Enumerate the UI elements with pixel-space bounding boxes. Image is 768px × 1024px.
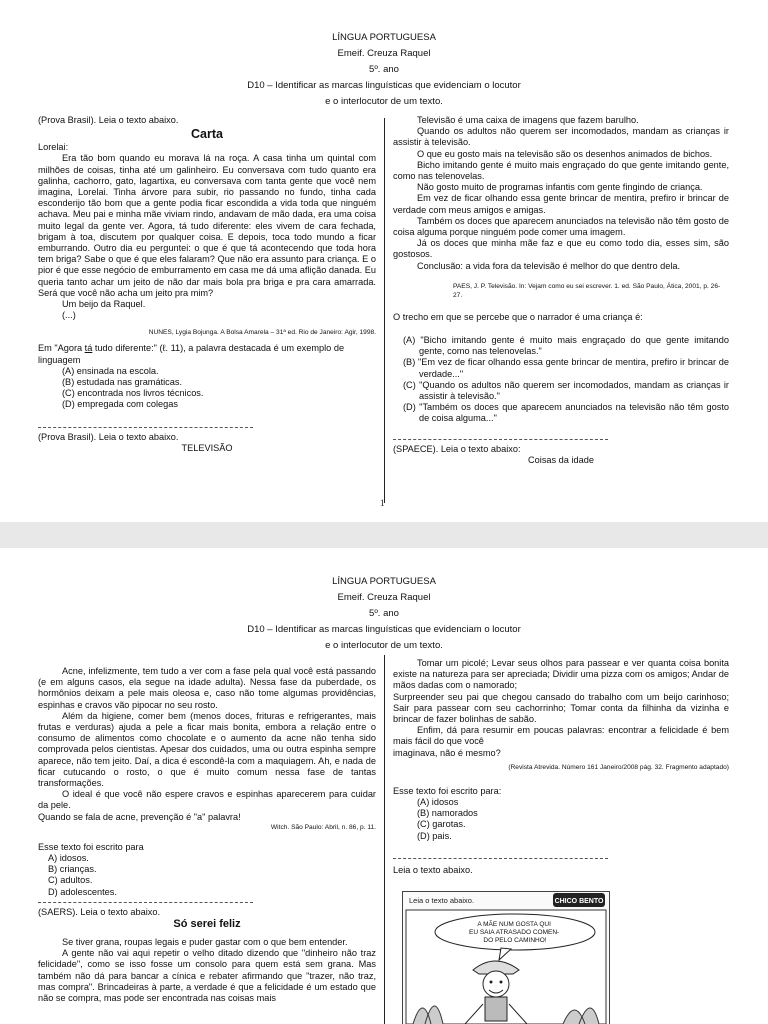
page-header — [0, 574, 768, 654]
header-descriptor: D10 – Identificar as marcas linguísticas que evidenciam o locutor — [247, 624, 521, 635]
header-subject: LÍNGUA PORTUGUESA — [332, 576, 436, 587]
letter-body: Era tão bom quando eu morava lá na roça. A casa tinha um quintal com milhões de coisas, tinha até um galinheiro. Eu conversava com tudo quanto era galinha, cachorro, gato, lagartixa, eu conversava com tanta gente que você nem imagina, Lorelai. Tinha árvore para subir, rio passando no fundo, tinha cada esconderijo tão bom que a gente podia ficar escondida a vida toda que ninguém achava. Meu pai e minha mãe viviam rindo, andavam de mão dada, era uma coisa muito legal da gente ver. Agora, tá tudo diferente: eles vivem de cara fechada, brigam à toa, discutem por qualquer coisa. E depois, toca todo mundo a ficar emburrando. Outro dia eu perguntei: o que é que tá acontecendo que toda hora tem briga? Sabe o que é que eles falaram? Que não era assunto para criança. E o pior é que esse negócio de emburramento em casa me dá uma aflição danada. Eu queria tanto achar um jeito de não dar mais bola pra briga e pra cara amarrada. Será que você não acha um jeito pra mim? — [38, 153, 376, 298]
source-citation: Witch. São Paulo: Abril, n. 86, p. 11. — [270, 823, 376, 831]
svg-text:A MÃE NUM GOSTA QUI: A MÃE NUM GOSTA QUI EU SAIA ATRASADO COMEN- DO PELO CAMINHO! — [469, 921, 560, 944]
page2-right-column — [393, 658, 729, 876]
next-title: Só serei feliz — [173, 918, 241, 931]
question-text: Esse texto foi escrito para: — [393, 785, 502, 796]
section-rule — [393, 858, 608, 859]
option-d[interactable]: (D) pais. — [417, 830, 452, 841]
text-title: Carta — [191, 127, 223, 142]
column-divider — [384, 118, 385, 503]
highlighted-word: tá — [84, 343, 93, 354]
comic-caption: Leia o texto abaixo. — [409, 896, 475, 905]
section-rule — [38, 902, 253, 903]
tv-para-5: Não gosto muito de programas infantis com gente fingindo de criança. — [417, 182, 703, 193]
tv-para-3: O que eu gosto mais na televisão são os desenhos animados de bichos. — [417, 148, 713, 159]
next-intro: (Prova Brasil). Leia o texto abaixo. — [38, 431, 179, 442]
page-header — [0, 30, 768, 110]
answer-options — [38, 853, 376, 898]
next-title: Coisas da idade — [528, 454, 594, 465]
source-citation: NUNES, Lygia Bojunga. A Bolsa Amarela – 31ª ed. Rio de Janeiro: Agir, 1998. — [148, 329, 376, 337]
acne-para-2: Além da higiene, comer bem (menos doces, frituras e refrigerantes, mais frutas e verduras) ajuda a pele a ficar mais bonita, embora a relação entre o consumo de alimentos como chocolate e o aumento da acne não tenha sido comprovada pelos cientistas. Apesar dos cuidados, uma ou outra espinha sempre aparece, não tem jeito. Daí, a dica é escondê-la com a maquiagem. Ah, e nada de ficar cutucando o rosto, o que é muito comum nessa fase de tantas transformações. — [38, 710, 376, 789]
comic-illustration — [403, 892, 609, 1024]
header-descriptor-2: e o interlocutor de um texto. — [325, 96, 443, 107]
option-c[interactable]: (C) encontrada nos livros técnicos. — [62, 388, 204, 399]
tv-para-2: Quando os adultos não querem ser incomodados, mandam as crianças ir assistir à televisão. — [393, 126, 729, 148]
answer-options — [393, 797, 729, 842]
letter-closing: Um beijo da Raquel. — [62, 299, 146, 310]
comic-strip — [402, 891, 610, 1024]
source-citation: PAES, J. P. Televisão. In: Vejam como eu sei escrever. 1. ed. São Paulo, Ática, 2001, p. 26-27. — [453, 282, 721, 299]
answer-options — [38, 366, 376, 411]
option-a[interactable]: (A) idosos — [417, 797, 459, 808]
page-number: 1 — [380, 498, 385, 508]
option-b[interactable]: (B) "Em vez de ficar olhando essa gente brincar de mentira, prefiro ir brincar de verdade..." — [403, 357, 729, 379]
tv-para-9: Conclusão: a vida fora da televisão é melhor do que dentro dela. — [417, 260, 681, 271]
tv-para-6: Em vez de ficar olhando essa gente brincar de mentira, prefiro ir brincar de verdade com meus amigos e amigas. — [393, 193, 729, 215]
question-text: Esse texto foi escrito para — [38, 841, 144, 852]
answer-options — [393, 335, 729, 425]
option-d[interactable]: (D) empregada com colegas — [62, 399, 178, 410]
question-text: O trecho em que se percebe que o narrador é uma criança é: — [393, 311, 643, 322]
acne-para-3: O ideal é que você não espere cravos e espinhas aparecerem para cuidar da pele. — [38, 789, 376, 811]
header-grade: 5º. ano — [369, 608, 399, 619]
page-2 — [0, 548, 768, 1024]
option-d[interactable]: (D) "Também os doces que aparecem anunciados na televisão não têm gosto de coisa alguma..." — [403, 402, 729, 424]
option-c[interactable]: (C) garotas. — [417, 819, 466, 830]
comic-logo — [553, 893, 605, 907]
tv-para-7: Também os doces que aparecem anunciados na televisão não têm gosto de coisa alguma porque ninguém pode comer uma imagem. — [393, 215, 729, 238]
header-subject: LÍNGUA PORTUGUESA — [332, 32, 436, 43]
felicidade-para-1: Se tiver grana, roupas legais e puder gastar com o que bem entender. — [62, 937, 348, 948]
column-divider — [384, 655, 385, 1024]
page1-right-column — [393, 115, 729, 466]
option-c[interactable]: C) adultos. — [48, 875, 93, 886]
next-intro: Leia o texto abaixo. — [393, 864, 473, 875]
option-b[interactable]: (B) namorados — [417, 808, 478, 819]
header-school: Emeif. Creuza Raquel — [337, 48, 431, 59]
acne-para-1: Acne, infelizmente, tem tudo a ver com a fase pela qual você está passando (e em alguns casos, ela segue na idade adulta). Nessa fase da puberdade, os hormônios deixam a pele mais oleosa e, caso não tome algumas providências, espinhas e cravos vão pipocar no seu rosto. — [38, 666, 376, 710]
greeting: Lorelai: — [38, 142, 69, 153]
option-d[interactable]: D) adolescentes. — [48, 886, 117, 897]
next-intro: (SAERS). Leia o texto abaixo. — [38, 906, 161, 917]
felicidade-cont-4: imaginava, não é mesmo? — [393, 747, 501, 758]
header-descriptor: D10 – Identificar as marcas linguísticas que evidenciam o locutor — [247, 80, 521, 91]
question-text: Em "Agora tá tudo diferente:" (ℓ. 11), a palavra destacada é um exemplo de linguagem — [38, 343, 345, 365]
felicidade-cont-2: Surpreender seu pai que chegou cansado do trabalho com um beijo carinhoso; Sair para passear com seu cachorrinho; Tomar conta da filhinha da vizinha e brincar de fazer bolinhas de sabão. — [393, 691, 729, 725]
ellipsis: (...) — [62, 310, 76, 321]
option-a[interactable]: (A) ensinada na escola. — [62, 365, 159, 376]
page1-left-column — [38, 115, 376, 454]
section-rule — [393, 439, 608, 440]
option-a[interactable]: (A) "Bicho imitando gente é muito mais engraçado do que gente imitando gente, como nas telenovelas." — [403, 335, 729, 357]
option-b[interactable]: (B) estudada nas gramáticas. — [62, 377, 183, 388]
next-title: TELEVISÃO — [181, 442, 233, 453]
next-intro: (SPAECE). Leia o texto abaixo: — [393, 443, 521, 454]
section-rule — [38, 427, 253, 428]
option-c[interactable]: (C) "Quando os adultos não querem ser incomodados, mandam as crianças ir assistir à televisão." — [403, 379, 729, 402]
source-citation: (Revista Atrevida. Número 161 Janeiro/2008 pág. 32. Fragmento adaptado) — [508, 763, 729, 771]
tv-para-8: Já os doces que minha mãe faz e que eu como todo dia, esses sim, são gostosos. — [393, 238, 729, 260]
felicidade-cont-3: Enfim, dá para resumir em poucas palavras: encontrar a felicidade é bem mais fácil do que você — [393, 725, 729, 747]
header-grade: 5º. ano — [369, 64, 399, 75]
header-school: Emeif. Creuza Raquel — [337, 592, 431, 603]
option-a[interactable]: A) idosos. — [48, 853, 89, 864]
svg-text:CHICO BENTO: CHICO BENTO — [554, 898, 604, 905]
page2-left-column — [38, 666, 376, 1004]
tv-para-4: Bicho imitando gente é muito mais engraçado do que gente imitando gente, como nas telenovelas. — [393, 159, 729, 182]
header-descriptor-2: e o interlocutor de um texto. — [325, 640, 443, 651]
felicidade-para-2: A gente não vai aqui repetir o velho ditado dizendo que "dinheiro não traz felicidade", como se isso fosse um consolo para quem está sem grana. Mas também não dá para bancar a cínica e rebater afirmando que "trazer, não traz, mas compra". Brincadeiras à parte, a verdade é que a felicidade é um estado que não se compra, mas pode ser encontrada nas coisas mais — [38, 948, 376, 1004]
felicidade-cont-1: Tomar um picolé; Levar seus olhos para passear e ver quanta coisa bonita existe na natureza para ser apreciada; Dividir uma pizza com os amigos; Andar de mãos dadas com o namorado; — [393, 658, 729, 691]
intro-text: (Prova Brasil). Leia o texto abaixo. — [38, 115, 179, 125]
acne-last-line: Quando se fala de acne, prevenção é "a" palavra! — [38, 811, 241, 822]
option-b[interactable]: B) crianças. — [48, 864, 97, 875]
tv-para-1: Televisão é uma caixa de imagens que fazem barulho. — [417, 115, 639, 125]
